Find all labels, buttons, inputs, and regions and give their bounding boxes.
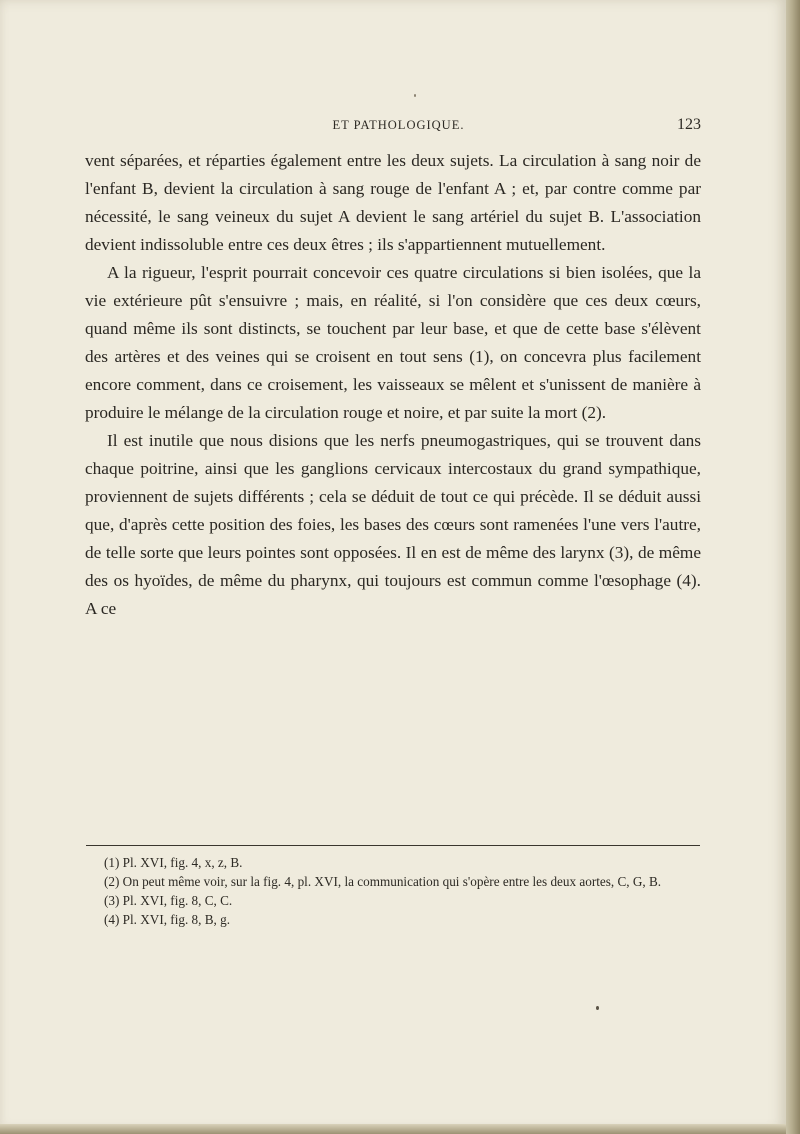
footnotes <box>88 853 700 929</box>
main-text <box>85 147 701 623</box>
page-bottom-shadow <box>0 1124 786 1134</box>
page-number: 123 <box>677 116 701 133</box>
footnote-3: (3) Pl. XVI, fig. 8, C, C. <box>104 893 233 908</box>
paragraph-1: vent séparées, et réparties également entre les deux sujets. La circulation à sang noir de l'enfant B, devient la circulation à sang rouge de l'enfant A ; et, par contre comme par nécessité, le sang veineux du sujet A devient le sang artériel du sujet B. L'association devient indissoluble entre ces deux êtres ; ils s'appartiennent mutuellement. <box>85 151 701 254</box>
ink-speck <box>414 94 416 97</box>
paragraph-2: A la rigueur, l'esprit pourrait concevoir ces quatre circulations si bien isolées, que la vie extérieure pût s'ensuivre ; mais, en réalité, si l'on considère que ces deux cœurs, quand même ils sont distincts, se touchent par leur base, et que de cette base s'élèvent des artères et des veines qui se croisent en tout sens (1), on concevra plus facilement encore comment, dans ce croisement, les vaisseaux se mêlent et s'unissent de manière à produire le mélange de la circulation rouge et noire, et par suite la mort (2). <box>85 263 701 422</box>
footnote-separator <box>86 845 700 846</box>
footnote-2: (2) On peut même voir, sur la fig. 4, pl. XVI, la communication qui s'opère entre les deux aortes, C, G, B. <box>104 874 662 889</box>
paragraph-3: Il est inutile que nous disions que les nerfs pneumogastriques, qui se trouvent dans chaque poitrine, ainsi que les ganglions cervicaux intercostaux du grand sympathique, proviennent de sujets différents ; cela se déduit de tout ce qui précède. Il se déduit aussi que, d'après cette position des foies, les bases des cœurs sont ramenées l'une vers l'autre, de telle sorte que leurs pointes sont opposées. Il en est de même des larynx (3), de même des os hyoïdes, de même du pharynx, qui toujours est commun comme l'œsophage (4). A ce <box>85 431 701 618</box>
ink-speck <box>596 1006 599 1010</box>
page-header <box>96 116 701 136</box>
running-title: ET PATHOLOGIQUE. <box>332 118 465 132</box>
footnote-1: (1) Pl. XVI, fig. 4, x, z, B. <box>104 855 243 870</box>
page-edge-shadow <box>786 0 800 1134</box>
footnote-4: (4) Pl. XVI, fig. 8, B, g. <box>104 912 231 927</box>
